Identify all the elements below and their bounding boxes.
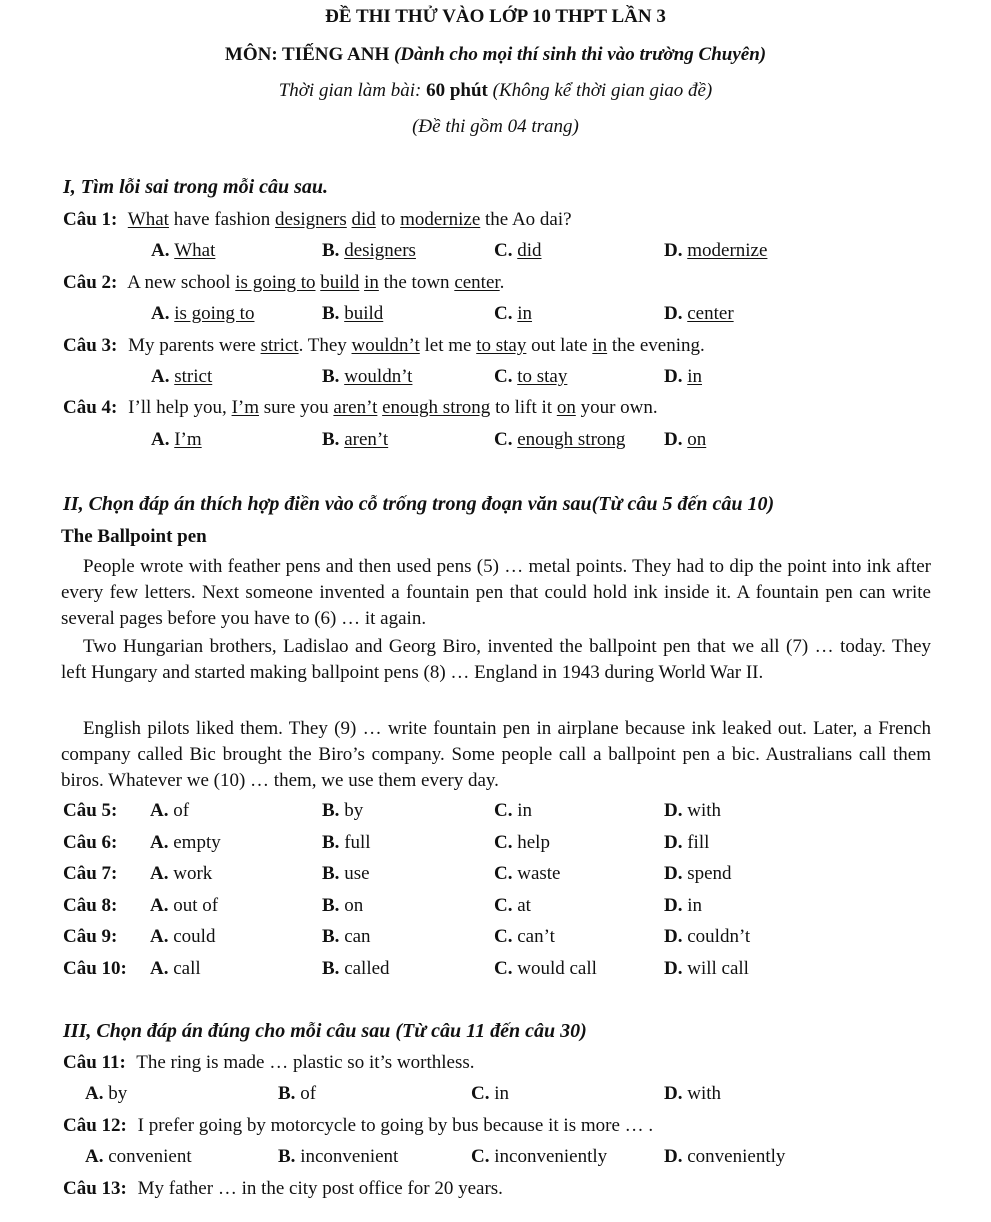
question-number: Câu 8: xyxy=(63,895,118,916)
exam-pages-note: (Đề thi gồm 04 trang) xyxy=(412,116,579,137)
option-text: What xyxy=(174,240,216,261)
option-letter: B. xyxy=(322,832,345,853)
q3-text: . They xyxy=(298,335,352,356)
option-text: called xyxy=(344,958,390,979)
option-d[interactable] xyxy=(664,429,706,451)
option-letter: D. xyxy=(664,832,688,853)
q2-part-c: in xyxy=(364,272,379,293)
option-letter: A. xyxy=(150,926,174,947)
option-text: modernize xyxy=(687,240,768,261)
option-a[interactable] xyxy=(150,926,215,948)
option-text: conveniently xyxy=(687,1146,786,1167)
option-letter: C. xyxy=(494,429,518,450)
option-letter: B. xyxy=(322,926,345,947)
option-b[interactable] xyxy=(322,926,371,948)
question-11 xyxy=(63,1052,475,1074)
option-text: will call xyxy=(687,958,749,979)
option-text: to stay xyxy=(517,366,568,387)
option-letter: C. xyxy=(494,303,518,324)
question-2 xyxy=(63,272,504,294)
option-c[interactable] xyxy=(494,958,597,980)
answer-row xyxy=(63,895,963,919)
option-b[interactable] xyxy=(278,1146,398,1168)
option-d[interactable] xyxy=(664,366,702,388)
option-text: convenient xyxy=(108,1146,192,1167)
option-d[interactable] xyxy=(664,832,709,854)
q3-part-b: wouldn’t xyxy=(351,335,420,356)
option-letter: C. xyxy=(471,1083,495,1104)
q4-text: I’ll help you, xyxy=(128,397,232,418)
option-c[interactable] xyxy=(494,800,532,822)
option-c[interactable] xyxy=(494,832,550,854)
option-text: waste xyxy=(517,863,561,884)
q3-text: out late xyxy=(526,335,593,356)
option-text: can xyxy=(344,926,371,947)
answer-row xyxy=(63,800,963,824)
question-4-options xyxy=(0,429,991,453)
option-text: of xyxy=(300,1083,317,1104)
option-letter: C. xyxy=(494,832,518,853)
passage-paragraph-1: People wrote with feather pens and then used pens (5) … metal points. They had to dip the point into ink after every few letters. Next someone invented a fountain pen that could hold ink inside it. A fountain pen can write several pages before you have to (6) … it again. xyxy=(61,556,931,629)
option-letter: B. xyxy=(322,240,345,261)
option-letter: A. xyxy=(151,303,175,324)
section-2-heading: II, Chọn đáp án thích hợp điền vào cỗ trống trong đoạn văn sau(Từ câu 5 đến câu 10) xyxy=(63,493,775,515)
option-text: can’t xyxy=(517,926,555,947)
option-letter: A. xyxy=(150,863,174,884)
option-d[interactable] xyxy=(664,895,702,917)
q4-part-d: on xyxy=(556,397,576,418)
option-letter: B. xyxy=(278,1083,301,1104)
option-letter: B. xyxy=(322,863,345,884)
option-text: inconveniently xyxy=(494,1146,608,1167)
option-text: did xyxy=(517,240,542,261)
option-c[interactable] xyxy=(494,863,561,885)
option-letter: A. xyxy=(85,1083,109,1104)
question-4 xyxy=(63,397,658,419)
option-text: with xyxy=(687,1083,722,1104)
option-text: at xyxy=(517,895,531,916)
option-a[interactable] xyxy=(151,366,212,388)
option-letter: B. xyxy=(322,895,345,916)
option-text: in xyxy=(687,895,703,916)
exam-subject xyxy=(0,44,991,66)
question-11-options xyxy=(0,1083,991,1107)
option-c[interactable] xyxy=(494,895,531,917)
option-b[interactable] xyxy=(278,1083,316,1105)
option-letter: A. xyxy=(150,832,174,853)
question-12-text: I prefer going by motorcycle to going by bus because it is more … . xyxy=(137,1115,654,1136)
option-text: enough strong xyxy=(517,429,626,450)
option-a[interactable] xyxy=(151,303,254,325)
q2-text: . xyxy=(499,272,505,293)
q4-text: your own. xyxy=(575,397,658,418)
q3-part-d: in xyxy=(592,335,608,356)
option-d[interactable] xyxy=(664,240,767,262)
option-a[interactable] xyxy=(150,958,201,980)
q3-part-c: to stay xyxy=(476,335,527,356)
option-a[interactable] xyxy=(150,895,218,917)
question-12 xyxy=(63,1115,653,1137)
option-letter: C. xyxy=(494,926,518,947)
question-2-number: Câu 2: xyxy=(63,272,118,293)
option-text: I’m xyxy=(174,429,202,450)
option-b[interactable] xyxy=(322,895,363,917)
option-text: call xyxy=(173,958,201,979)
q4-part-b: aren’t xyxy=(333,397,378,418)
q2-part-b: build xyxy=(320,272,360,293)
exam-title: ĐỀ THI THỬ VÀO LỚP 10 THPT LẦN 3 xyxy=(325,6,666,27)
option-a[interactable] xyxy=(150,800,189,822)
section-3-heading: III, Chọn đáp án đúng cho mỗi câu sau (Từ câu 11 đến câu 30) xyxy=(63,1020,587,1042)
option-d[interactable] xyxy=(664,1146,785,1168)
option-c[interactable] xyxy=(471,1146,607,1168)
q1-part-a: What xyxy=(127,209,169,230)
q4-text: sure you xyxy=(259,397,334,418)
q3-part-a: strict xyxy=(260,335,299,356)
option-text: in xyxy=(517,303,533,324)
answer-row xyxy=(63,832,963,856)
option-letter: D. xyxy=(664,800,688,821)
option-text: help xyxy=(517,832,550,853)
option-text: full xyxy=(344,832,371,853)
option-text: on xyxy=(687,429,707,450)
option-letter: A. xyxy=(150,895,174,916)
q1-part-c: did xyxy=(351,209,376,230)
option-b[interactable] xyxy=(322,366,412,388)
question-3 xyxy=(63,335,705,357)
question-3-options xyxy=(0,366,991,390)
option-text: would call xyxy=(517,958,597,979)
q3-text: My parents were xyxy=(128,335,261,356)
option-text: of xyxy=(173,800,190,821)
option-text: fill xyxy=(687,832,710,853)
q3-text: let me xyxy=(419,335,477,356)
time-value: 60 phút xyxy=(426,80,488,101)
option-text: by xyxy=(344,800,364,821)
option-text: couldn’t xyxy=(687,926,751,947)
question-number: Câu 5: xyxy=(63,800,118,821)
option-d[interactable] xyxy=(664,1083,721,1105)
question-4-number: Câu 4: xyxy=(63,397,118,418)
option-d[interactable] xyxy=(664,863,732,885)
option-b[interactable] xyxy=(322,429,388,451)
q1-text: have fashion xyxy=(168,209,276,230)
answer-row xyxy=(63,958,963,982)
passage-paragraph-3: English pilots liked them. They (9) … write fountain pen in airplane because ink leaked out. Later, a French company called Bic brought the Biro’s company. Some people call a ballpoint pen a bic. Australians call them biros. Whatever we (10) … them, we use them every day. xyxy=(61,718,931,791)
option-letter: A. xyxy=(150,800,174,821)
answer-row xyxy=(63,926,963,950)
option-b[interactable] xyxy=(322,958,390,980)
question-number: Câu 10: xyxy=(63,958,127,979)
q1-part-d: modernize xyxy=(400,209,481,230)
option-b[interactable] xyxy=(322,303,383,325)
option-letter: D. xyxy=(664,366,688,387)
option-letter: B. xyxy=(322,303,345,324)
option-letter: C. xyxy=(494,366,518,387)
option-letter: A. xyxy=(150,958,174,979)
option-letter: A. xyxy=(151,240,175,261)
option-letter: D. xyxy=(664,1146,688,1167)
option-b[interactable] xyxy=(322,240,416,262)
option-text: aren’t xyxy=(344,429,389,450)
option-letter: D. xyxy=(664,240,688,261)
option-letter: D. xyxy=(664,303,688,324)
option-letter: D. xyxy=(664,895,688,916)
question-12-number: Câu 12: xyxy=(63,1115,127,1136)
option-letter: C. xyxy=(471,1146,495,1167)
q3-text: the evening. xyxy=(607,335,705,356)
option-text: center xyxy=(687,303,734,324)
option-c[interactable] xyxy=(494,926,555,948)
time-note: (Không kể thời gian giao đề) xyxy=(487,80,713,101)
option-c[interactable] xyxy=(471,1083,509,1105)
option-text: is going to xyxy=(174,303,255,324)
option-c[interactable] xyxy=(494,366,567,388)
question-2-options xyxy=(0,303,991,327)
question-number: Câu 7: xyxy=(63,863,118,884)
option-a[interactable] xyxy=(85,1083,127,1105)
question-3-number: Câu 3: xyxy=(63,335,118,356)
option-text: on xyxy=(344,895,364,916)
option-a[interactable] xyxy=(151,240,215,262)
question-number: Câu 9: xyxy=(63,926,118,947)
option-d[interactable] xyxy=(664,926,750,948)
option-d[interactable] xyxy=(664,800,721,822)
question-13-text: My father … in the city post office for 20 years. xyxy=(137,1178,503,1199)
option-d[interactable] xyxy=(664,958,749,980)
option-letter: C. xyxy=(494,240,518,261)
option-text: build xyxy=(344,303,384,324)
option-letter: B. xyxy=(278,1146,301,1167)
subject-note: (Dành cho mọi thí sinh thi vào trường Chuyên) xyxy=(393,44,767,65)
option-text: by xyxy=(108,1083,128,1104)
option-text: strict xyxy=(174,366,213,387)
option-c[interactable] xyxy=(494,303,532,325)
q4-text: to lift it xyxy=(490,397,557,418)
option-text: spend xyxy=(687,863,732,884)
option-a[interactable] xyxy=(151,429,202,451)
question-11-text: The ring is made … plastic so it’s worthless. xyxy=(136,1052,475,1073)
question-11-number: Câu 11: xyxy=(63,1052,126,1073)
question-12-options xyxy=(0,1146,991,1170)
option-letter: D. xyxy=(664,926,688,947)
option-letter: D. xyxy=(664,1083,688,1104)
option-text: inconvenient xyxy=(300,1146,399,1167)
question-13 xyxy=(63,1178,503,1200)
q1-text: to xyxy=(375,209,401,230)
option-letter: D. xyxy=(664,958,688,979)
option-letter: C. xyxy=(494,800,518,821)
option-text: with xyxy=(687,800,722,821)
option-letter: A. xyxy=(151,429,175,450)
option-text: use xyxy=(344,863,370,884)
option-b[interactable] xyxy=(322,832,371,854)
option-a[interactable] xyxy=(150,863,212,885)
option-text: designers xyxy=(344,240,416,261)
option-letter: B. xyxy=(322,800,345,821)
option-text: could xyxy=(173,926,216,947)
section-1-heading: I, Tìm lỗi sai trong mỗi câu sau. xyxy=(63,176,329,198)
option-a[interactable] xyxy=(150,832,221,854)
option-letter: C. xyxy=(494,958,518,979)
option-text: in xyxy=(517,800,533,821)
passage-title: The Ballpoint pen xyxy=(61,526,207,547)
option-letter: B. xyxy=(322,958,345,979)
option-text: empty xyxy=(173,832,221,853)
option-letter: C. xyxy=(494,863,518,884)
option-c[interactable] xyxy=(494,429,625,451)
option-letter: B. xyxy=(322,429,345,450)
q4-part-a: I’m xyxy=(231,397,259,418)
q1-part-b: designers xyxy=(275,209,347,230)
option-letter: B. xyxy=(322,366,345,387)
q4-part-c: enough strong xyxy=(382,397,491,418)
option-letter: D. xyxy=(664,429,688,450)
option-letter: A. xyxy=(151,366,175,387)
option-a[interactable] xyxy=(85,1146,192,1168)
q2-part-a: is going to xyxy=(235,272,316,293)
passage-paragraph-2: Two Hungarian brothers, Ladislao and Georg Biro, invented the ballpoint pen that we all (7) … today. They left Hungary and started making ballpoint pens (8) … England in 1943 during World War II. xyxy=(61,636,931,683)
option-letter: A. xyxy=(85,1146,109,1167)
option-text: wouldn’t xyxy=(344,366,413,387)
time-label: Thời gian làm bài: xyxy=(278,80,427,101)
option-d[interactable] xyxy=(664,303,734,325)
q2-text: A new school xyxy=(127,272,236,293)
question-1-number: Câu 1: xyxy=(63,209,118,230)
q2-text: the town xyxy=(378,272,455,293)
subject-prefix: MÔN: TIẾNG ANH xyxy=(224,44,394,65)
answer-row xyxy=(63,863,963,887)
exam-time xyxy=(0,80,991,102)
option-text: in xyxy=(687,366,703,387)
option-text: in xyxy=(494,1083,510,1104)
option-b[interactable] xyxy=(322,863,370,885)
q1-text: the Ao dai? xyxy=(480,209,572,230)
question-number: Câu 6: xyxy=(63,832,118,853)
option-letter: C. xyxy=(494,895,518,916)
question-1 xyxy=(63,209,572,231)
question-1-options xyxy=(0,240,991,264)
option-text: work xyxy=(173,863,213,884)
option-b[interactable] xyxy=(322,800,363,822)
q2-part-d: center xyxy=(454,272,500,293)
option-c[interactable] xyxy=(494,240,542,262)
option-text: out of xyxy=(173,895,219,916)
question-13-number: Câu 13: xyxy=(63,1178,127,1199)
option-letter: D. xyxy=(664,863,688,884)
